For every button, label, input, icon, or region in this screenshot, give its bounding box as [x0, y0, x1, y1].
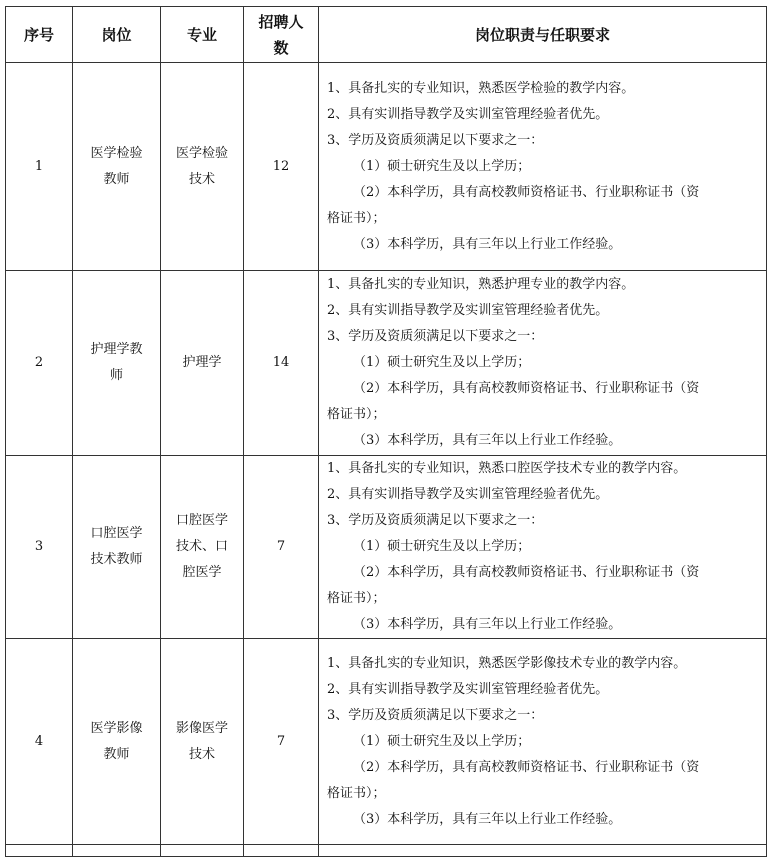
cell-major: [161, 456, 244, 639]
duty-line: 格证书）；: [327, 407, 386, 422]
position-line: 口腔医学: [90, 526, 143, 541]
position-line: 技术教师: [90, 552, 143, 567]
duty-line: 3、学历及资质须满足以下要求之一：: [327, 707, 544, 723]
duty-line: 2、具有实训指导教学及实训室管理经验者优先。: [327, 487, 609, 502]
cell-major: [161, 63, 244, 271]
position-line: 师: [109, 368, 123, 383]
major-line: 口腔医学: [175, 513, 228, 528]
cell-duties: [319, 456, 767, 639]
major-line: 技术、口: [175, 539, 228, 554]
cell-duties: [319, 63, 767, 271]
cell-position: [73, 456, 161, 639]
duty-line: （1）硕士研究生及以上学历；: [353, 733, 531, 749]
header-row: [6, 7, 767, 63]
recruitment-table: [5, 6, 767, 857]
duty-line: （1）硕士研究生及以上学历；: [353, 355, 531, 370]
duty-line: 1、具备扎实的专业知识，熟悉医学影像技术专业的教学内容。: [327, 655, 687, 671]
header-major: 专业: [161, 7, 244, 63]
major-line: 腔医学: [182, 565, 222, 580]
table-row: [6, 63, 767, 271]
table-row-partial: [6, 845, 767, 857]
duty-line: （2）本科学历，具有高校教师资格证书、行业职称证书（资: [353, 565, 700, 580]
major-line: 护理学: [182, 355, 222, 370]
duty-line: （3）本科学历，具有三年以上行业工作经验。: [353, 617, 622, 632]
duty-line: 1、具备扎实的专业知识，熟悉医学检验的教学内容。: [327, 80, 635, 96]
major-line: 医学检验: [175, 145, 228, 161]
duty-line: 3、学历及资质须满足以下要求之一：: [327, 513, 544, 528]
cell-position: [73, 639, 161, 845]
major-line: 影像医学: [175, 720, 228, 736]
duty-line: 1、具备扎实的专业知识，熟悉护理专业的教学内容。: [327, 277, 635, 292]
cell-count: 14: [244, 271, 319, 456]
duty-line: 2、具有实训指导教学及实训室管理经验者优先。: [327, 681, 609, 697]
cell-major: [161, 271, 244, 456]
cell-no: 3: [6, 456, 73, 639]
duty-line: 3、学历及资质须满足以下要求之一：: [327, 329, 544, 344]
cell-count: 7: [244, 456, 319, 639]
cell-no: 4: [6, 639, 73, 845]
duty-line: 格证书）；: [327, 591, 386, 606]
duty-line: 格证书）；: [327, 785, 386, 801]
position-line: 护理学教: [90, 342, 143, 357]
duty-line: （1）硕士研究生及以上学历；: [353, 158, 531, 174]
major-line: 技术: [188, 171, 215, 187]
duty-line: （2）本科学历，具有高校教师资格证书、行业职称证书（资: [353, 184, 700, 200]
table-row: [6, 456, 767, 639]
position-line: 医学检验: [90, 145, 143, 161]
cell-duties: [319, 271, 767, 456]
header-count-line: 招聘人: [258, 12, 304, 31]
duty-line: 1、具备扎实的专业知识，熟悉口腔医学技术专业的教学内容。: [327, 461, 687, 476]
duty-line: 3、学历及资质须满足以下要求之一：: [327, 132, 544, 148]
major-line: 技术: [188, 746, 215, 762]
table-row: [6, 271, 767, 456]
header-duties: 岗位职责与任职要求: [319, 7, 767, 63]
cell-position: [73, 63, 161, 271]
cell-count: 12: [244, 63, 319, 271]
position-line: 教师: [103, 171, 130, 187]
cell-position: [73, 271, 161, 456]
cell-no: 1: [6, 63, 73, 271]
header-position: 岗位: [73, 7, 161, 63]
header-count: [244, 7, 319, 63]
duty-line: （2）本科学历，具有高校教师资格证书、行业职称证书（资: [353, 381, 700, 396]
duty-line: 2、具有实训指导教学及实训室管理经验者优先。: [327, 303, 609, 318]
duty-line: （3）本科学历，具有三年以上行业工作经验。: [353, 236, 622, 252]
duty-line: （3）本科学历，具有三年以上行业工作经验。: [353, 811, 622, 827]
cell-no: 2: [6, 271, 73, 456]
header-no: 序号: [6, 7, 73, 63]
position-line: 医学影像: [90, 720, 143, 736]
duty-line: 格证书）；: [327, 210, 386, 226]
cell-major: [161, 639, 244, 845]
duty-line: 2、具有实训指导教学及实训室管理经验者优先。: [327, 106, 609, 122]
duty-line: （1）硕士研究生及以上学历；: [353, 539, 531, 554]
duty-line: （2）本科学历，具有高校教师资格证书、行业职称证书（资: [353, 759, 700, 775]
position-line: 教师: [103, 746, 130, 762]
cell-count: 7: [244, 639, 319, 845]
table-row: [6, 639, 767, 845]
header-count-line: 数: [273, 38, 289, 57]
cell-duties: [319, 639, 767, 845]
duty-line: （3）本科学历，具有三年以上行业工作经验。: [353, 433, 622, 448]
